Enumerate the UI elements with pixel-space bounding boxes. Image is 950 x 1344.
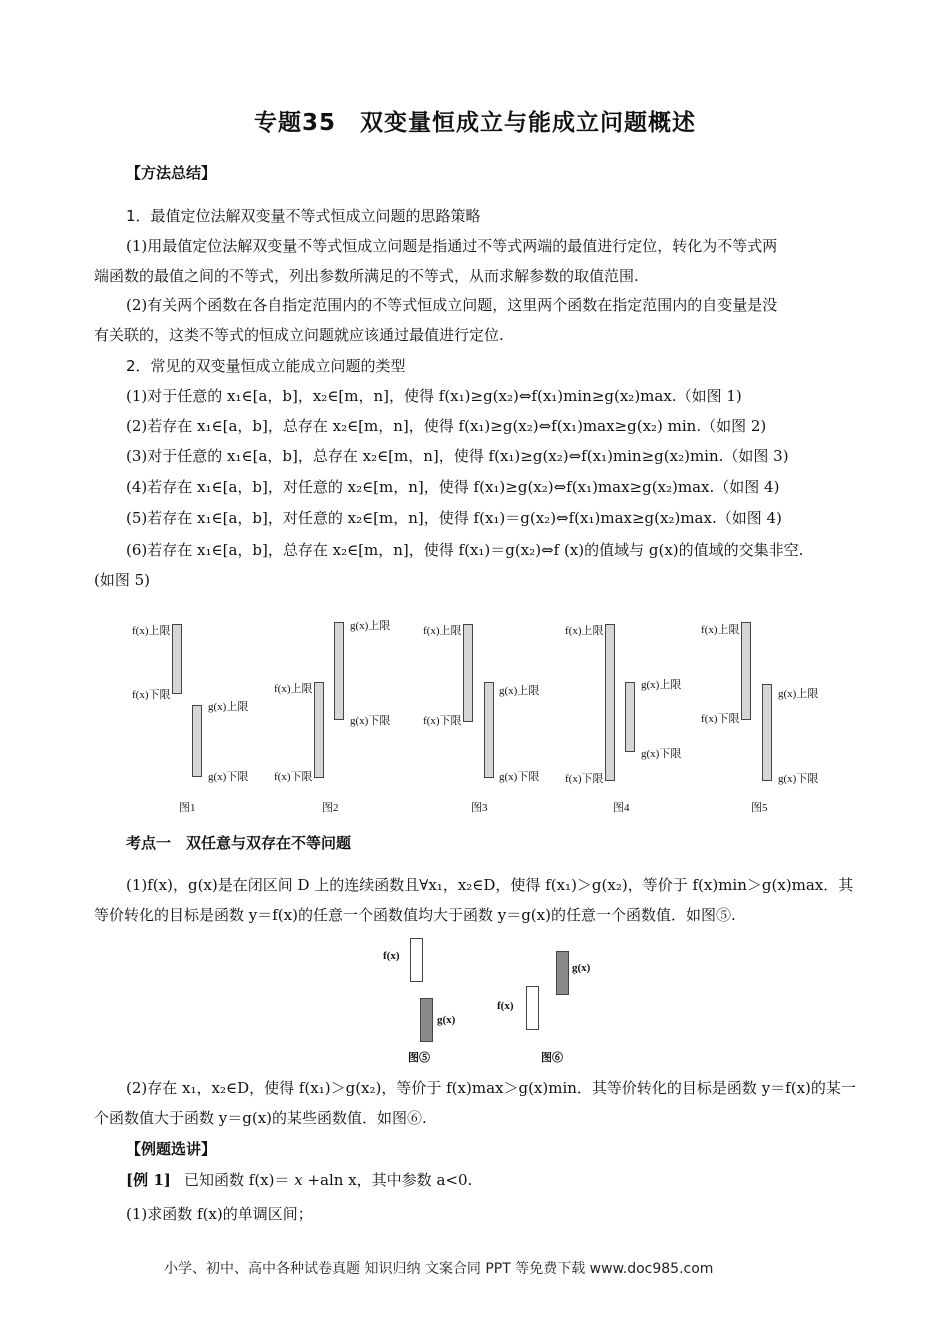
figure-caption: 图5 xyxy=(751,802,768,814)
f-upper-label: f(x)上限 xyxy=(565,625,604,637)
method-paragraph-1b: 端函数的最值之间的不等式，列出参数所满足的不等式，从而求解参数的取值范围. xyxy=(94,267,639,285)
figure-caption: 图1 xyxy=(179,802,196,814)
f-value-bar xyxy=(410,938,423,982)
f-upper-label: f(x)上限 xyxy=(701,624,740,636)
f-lower-label: f(x)下限 xyxy=(423,715,462,727)
type-item-6: (6)若存在 x₁∈[a，b]，总存在 x₂∈[m，n]，使得 f(x₁)＝g(x₂)⇔f (x)的值域与 g(x)的值域的交集非空. xyxy=(126,541,804,559)
figure-caption: 图3 xyxy=(471,802,488,814)
type-item-2: (2)若存在 x₁∈[a，b]，总存在 x₂∈[m，n]，使得 f(x₁)≥g(x₂)⇔f(x₁)max≥g(x₂) min.（如图 2) xyxy=(126,417,767,435)
f-lower-label: f(x)下限 xyxy=(701,713,740,725)
g-lower-label: g(x)下限 xyxy=(208,771,249,783)
type-item-4: (4)若存在 x₁∈[a，b]，对任意的 x₂∈[m，n]，使得 f(x₁)≥g(x₂)⇔f(x₁)max≥g(x₂)max.（如图 4) xyxy=(126,478,780,496)
g-lower-label: g(x)下限 xyxy=(350,715,391,727)
g-upper-label: g(x)上限 xyxy=(350,620,391,632)
example-section-heading: 【例题选讲】 xyxy=(126,1140,217,1158)
f-value-bar xyxy=(526,986,539,1030)
figure-caption: 图⑤ xyxy=(408,1052,430,1064)
g-upper-label: g(x)上限 xyxy=(778,688,819,700)
page-title: 专题35 双变量恒成立与能成立问题概述 xyxy=(253,110,696,136)
method-paragraph-2a: (2)有关两个函数在各自指定范围内的不等式恒成立问题，这里两个函数在指定范围内的自变量是没 xyxy=(126,296,778,314)
f-range-bar xyxy=(463,624,473,722)
section-heading-method: 【方法总结】 xyxy=(126,164,217,182)
kaodian-paragraph-2b: 个函数值大于函数 y＝g(x)的某些函数值．如图⑥. xyxy=(94,1109,427,1127)
f-range-bar xyxy=(314,682,324,778)
g-value-bar xyxy=(556,951,569,995)
example-label: [例 1] xyxy=(126,1171,171,1189)
f-upper-label: f(x)上限 xyxy=(274,683,313,695)
method-heading-1: 1．最值定位法解双变量不等式恒成立问题的思路策略 xyxy=(126,207,481,225)
example-question-1: (1)求函数 f(x)的单调区间； xyxy=(126,1205,313,1223)
g-range-bar xyxy=(334,622,344,720)
f-label: f(x) xyxy=(383,950,400,962)
g-range-bar xyxy=(762,684,772,781)
example-text: 已知函数 f(x)＝ 𝑥 +aln x，其中参数 a<0. xyxy=(184,1171,473,1189)
g-lower-label: g(x)下限 xyxy=(641,748,682,760)
kaodian-paragraph-1b: 等价转化的目标是函数 y＝f(x)的任意一个函数值均大于函数 y＝g(x)的任意一个函数值．如图⑤. xyxy=(94,906,736,924)
g-upper-label: g(x)上限 xyxy=(499,685,540,697)
type-item-6-tail: (如图 5) xyxy=(94,571,151,589)
f-lower-label: f(x)下限 xyxy=(132,689,171,701)
f-range-bar xyxy=(605,624,615,781)
f-range-bar xyxy=(172,624,182,694)
method-heading-2: 2．常见的双变量恒成立能成立问题的类型 xyxy=(126,357,406,375)
f-lower-label: f(x)下限 xyxy=(274,771,313,783)
type-item-3: (3)对于任意的 x₁∈[a，b]，总存在 x₂∈[m，n]，使得 f(x₁)≥g(x₂)⇔f(x₁)min≥g(x₂)min.（如图 3) xyxy=(126,447,789,465)
figure-caption: 图4 xyxy=(613,802,630,814)
g-lower-label: g(x)下限 xyxy=(499,771,540,783)
f-label: f(x) xyxy=(497,1000,514,1012)
f-upper-label: f(x)上限 xyxy=(132,625,171,637)
f-lower-label: f(x)下限 xyxy=(565,773,604,785)
kaodian-paragraph-1a: (1)f(x)，g(x)是在闭区间 D 上的连续函数且∀x₁，x₂∈D，使得 f(x₁)＞g(x₂)，等价于 f(x)min＞g(x)max．其 xyxy=(126,876,854,894)
g-label: g(x) xyxy=(437,1014,456,1026)
figure-caption: 图2 xyxy=(322,802,339,814)
method-paragraph-1a: (1)用最值定位法解双变量不等式恒成立问题是指通过不等式两端的最值进行定位，转化为不等式两 xyxy=(126,237,778,255)
figure-caption: 图⑥ xyxy=(541,1052,563,1064)
g-label: g(x) xyxy=(572,962,591,974)
g-range-bar xyxy=(625,682,635,752)
page-footer: 小学、初中、高中各种试卷真题 知识归纳 文案合同 PPT 等免费下载 www.doc985.com xyxy=(164,1261,714,1277)
g-range-bar xyxy=(484,682,494,778)
g-value-bar xyxy=(420,998,433,1042)
f-upper-label: f(x)上限 xyxy=(423,625,462,637)
kaodian-paragraph-2a: (2)存在 x₁，x₂∈D，使得 f(x₁)＞g(x₂)，等价于 f(x)max＞g(x)min．其等价转化的目标是函数 y＝f(x)的某一 xyxy=(126,1079,856,1097)
g-upper-label: g(x)上限 xyxy=(641,679,682,691)
f-range-bar xyxy=(741,622,751,720)
g-upper-label: g(x)上限 xyxy=(208,701,249,713)
g-range-bar xyxy=(192,705,202,777)
type-item-5: (5)若存在 x₁∈[a，b]，对任意的 x₂∈[m，n]，使得 f(x₁)＝g(x₂)⇔f(x₁)max≥g(x₂)max.（如图 4) xyxy=(126,509,782,527)
g-lower-label: g(x)下限 xyxy=(778,773,819,785)
method-paragraph-2b: 有关联的，这类不等式的恒成立问题就应该通过最值进行定位. xyxy=(94,326,504,344)
kaodian-heading: 考点一 双任意与双存在不等问题 xyxy=(126,834,352,852)
type-item-1: (1)对于任意的 x₁∈[a，b]，x₂∈[m，n]，使得 f(x₁)≥g(x₂)⇔f(x₁)min≥g(x₂)max.（如图 1) xyxy=(126,387,742,405)
